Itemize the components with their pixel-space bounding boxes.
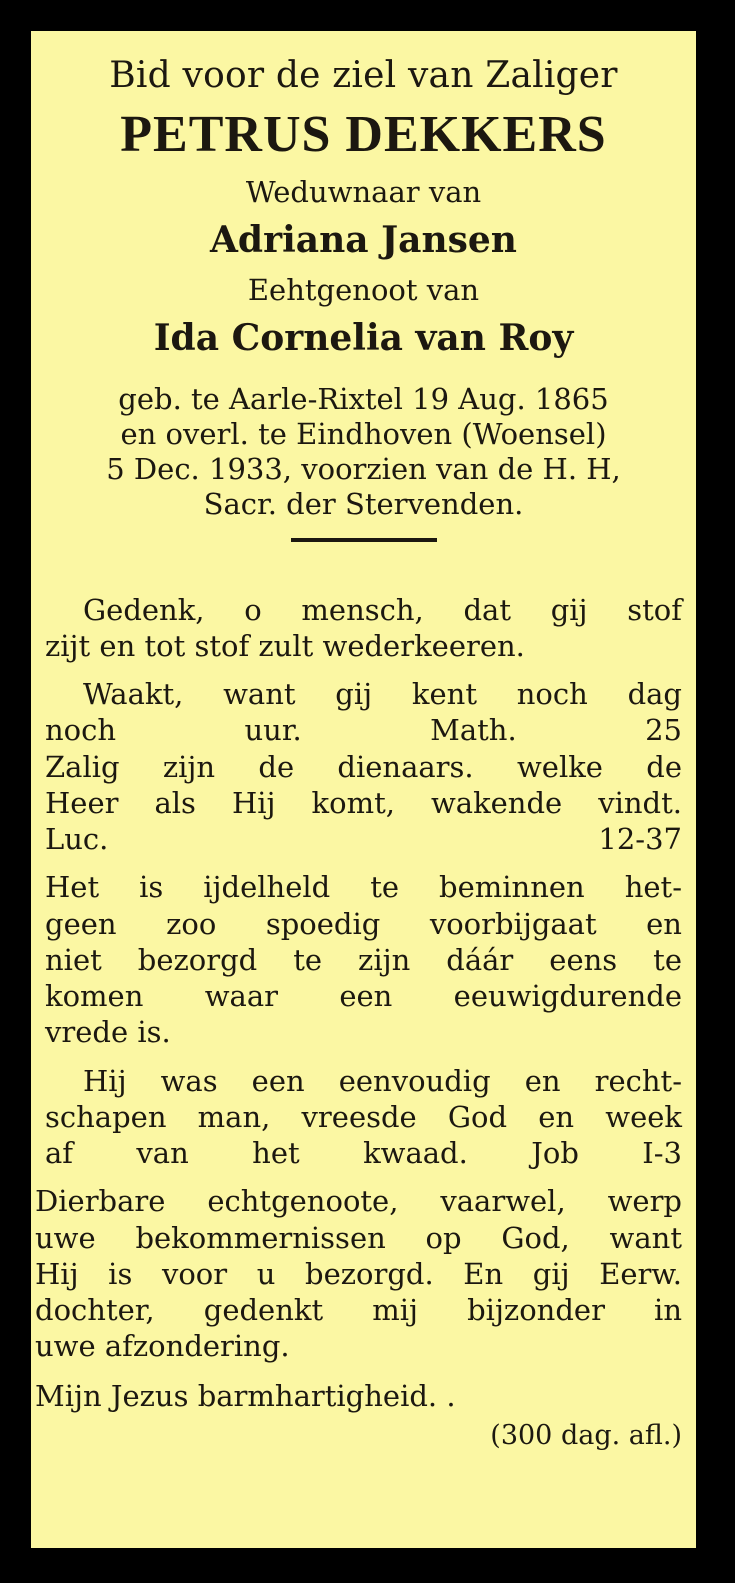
verse-line: niet bezorgd te zijn dáár eens te [45, 942, 682, 977]
scripture-reference: Job I-3 [531, 1136, 683, 1171]
verse-line: Hij is voor u bezorgd. En gij Eerw. [35, 1256, 682, 1291]
indulgence-note: (300 dag. afl.) [490, 1419, 682, 1451]
scripture-reference: Math. 25 [430, 713, 683, 748]
verse-line: dochter, gedenkt mij bijzonder in [35, 1293, 682, 1328]
verse-line-with-ref [45, 1135, 682, 1171]
verse-line: schapen man, vreesde God en week [45, 1099, 682, 1134]
death-date-line: 5 Dec. 1933, voorzien van de H. H, [106, 451, 621, 486]
birth-death-info [45, 382, 682, 521]
prayer-intro: Bid voor de ziel van Zaliger [109, 55, 618, 96]
verse-line: geen zoo spoedig voorbijgaat en [45, 906, 682, 941]
death-line: en overl. te Eindhoven (Woensel) [120, 417, 607, 452]
verse-line: Het is ijdelheld te beminnen het- [45, 870, 682, 905]
verse-line: uwe afzondering. [35, 1329, 290, 1364]
birth-line: geb. te Aarle-Rixtel 19 Aug. 1865 [118, 382, 609, 417]
verse-line: Waakt, want gij kent noch dag [83, 677, 682, 712]
relation-spouse: Eehtgenoot van [247, 272, 480, 307]
verse-line: uwe bekommernissen op God, want [35, 1220, 682, 1255]
verse-text: noch uur. [45, 713, 302, 748]
verse-line: Gedenk, o mensch, dat gij stof [83, 592, 682, 627]
deceased-name: PETRUS DEKKERS [120, 106, 607, 164]
divider-rule [291, 538, 437, 542]
verse-character [45, 1063, 682, 1172]
verse-line: Heer als Hij komt, wakende vindt. [45, 785, 682, 820]
sacraments-line: Sacr. der Stervenden. [203, 486, 524, 521]
verse-watch [45, 676, 682, 857]
verse-text: af van het kwaad. [45, 1136, 468, 1171]
verse-line: zijt en tot stof zult wederkeeren. [45, 628, 525, 663]
verse-line: Zalig zijn de dienaars. welke de [45, 749, 682, 784]
memorial-card [31, 31, 696, 1548]
spouse-name-1: Adriana Jansen [210, 219, 517, 262]
verse-vanity [45, 869, 682, 1050]
closing-prayer: Mijn Jezus barmhartigheid. . [35, 1378, 456, 1413]
scripture-reference: Luc. 12-37 [45, 822, 682, 857]
verse-line: Dierbare echtgenoote, vaarwel, werp [35, 1184, 682, 1219]
verse-line-with-ref [45, 712, 682, 748]
verse-remember [45, 592, 682, 665]
relation-widower: Weduwnaar van [245, 174, 482, 209]
verse-line: komen waar een eeuwigdurende [45, 979, 682, 1014]
verse-farewell [35, 1183, 682, 1364]
verse-line: vrede is. [45, 1015, 171, 1050]
verse-line: Hij was een eenvoudig en recht- [83, 1063, 682, 1098]
spouse-name-2: Ida Cornelia van Roy [153, 317, 574, 360]
